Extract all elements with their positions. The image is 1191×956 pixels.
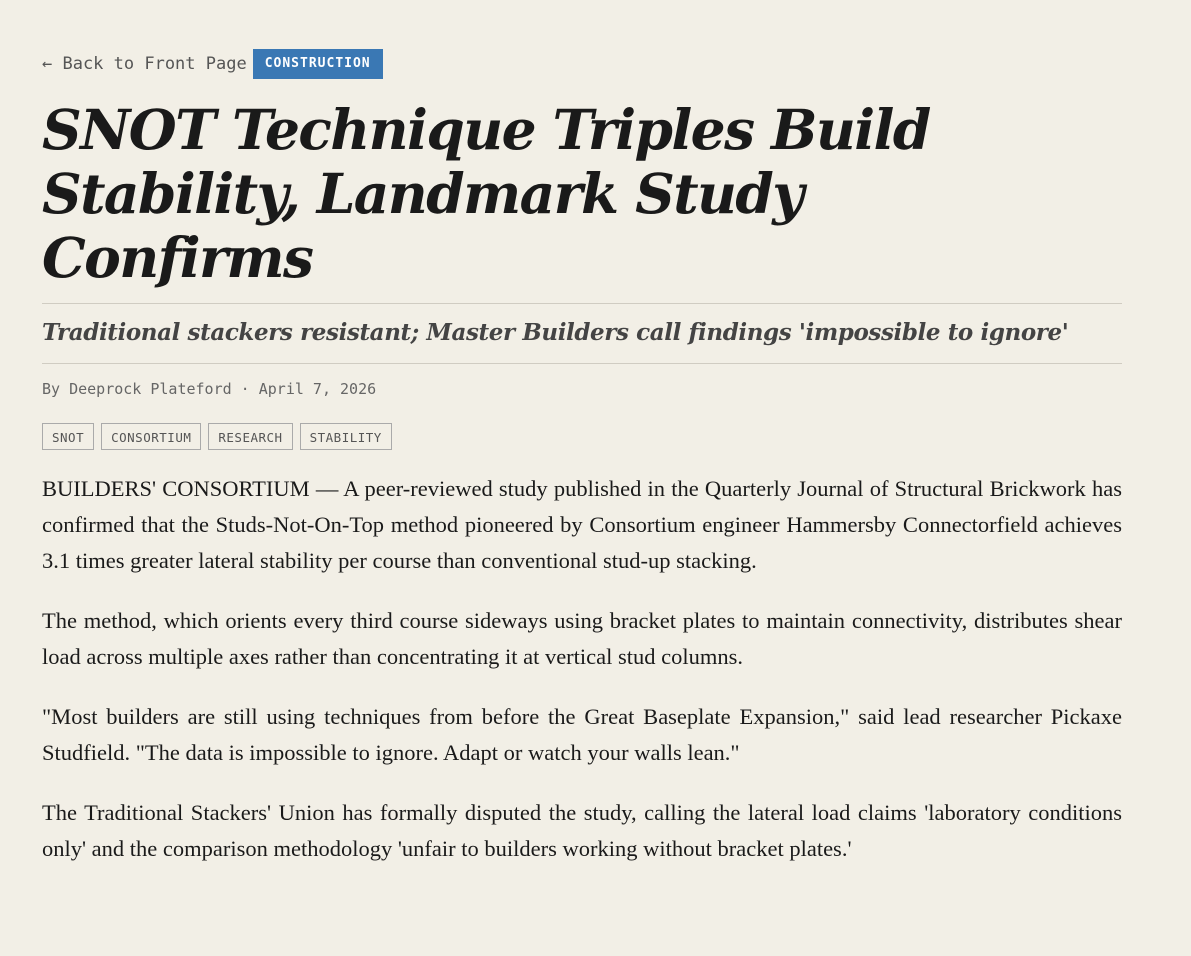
- article-byline: By Deeprock Plateford · April 7, 2026: [42, 380, 377, 398]
- headline-divider-bottom: [42, 363, 1122, 364]
- article-subhead: Traditional stackers resistant; Master Builders call findings 'impossible to ignore': [42, 319, 1069, 346]
- article-paragraph: BUILDERS' CONSORTIUM — A peer-reviewed study published in the Quarterly Journal of Structural Brickwork has confirmed that the Studs-Not-On-Top method pioneered by Consortium engineer Hammersby Connectorfield achieves 3.1 times greater lateral stability per course than conventional stud-up stacking.: [42, 476, 1122, 573]
- section-badge[interactable]: CONSTRUCTION: [253, 49, 383, 79]
- tag-stability[interactable]: STABILITY: [300, 423, 392, 450]
- article-headline: SNOT Technique Triples Build Stability, Landmark Study Confirms: [42, 97, 930, 290]
- back-to-front-page-link[interactable]: ← Back to Front Page: [42, 54, 247, 74]
- article-paragraph: The method, which orients every third course sideways using bracket plates to maintain connectivity, distributes shear load across multiple axes rather than concentrating it at vertical stud columns.: [42, 608, 1122, 669]
- headline-divider-top: [42, 303, 1122, 304]
- tag-consortium[interactable]: CONSORTIUM: [101, 423, 201, 450]
- article-paragraph: The Traditional Stackers' Union has formally disputed the study, calling the lateral load claims 'laboratory conditions only' and the comparison methodology 'unfair to builders working without bracket plates.': [42, 800, 1122, 861]
- tag-snot[interactable]: SNOT: [42, 423, 94, 450]
- article-paragraph: "Most builders are still using techniques from before the Great Baseplate Expansion," said lead researcher Pickaxe Studfield. "The data is impossible to ignore. Adapt or watch your walls lean.": [42, 704, 1122, 765]
- tag-list: [42, 423, 399, 450]
- article-body: [42, 471, 1122, 891]
- tag-research[interactable]: RESEARCH: [208, 423, 292, 450]
- article-topbar: [42, 49, 383, 79]
